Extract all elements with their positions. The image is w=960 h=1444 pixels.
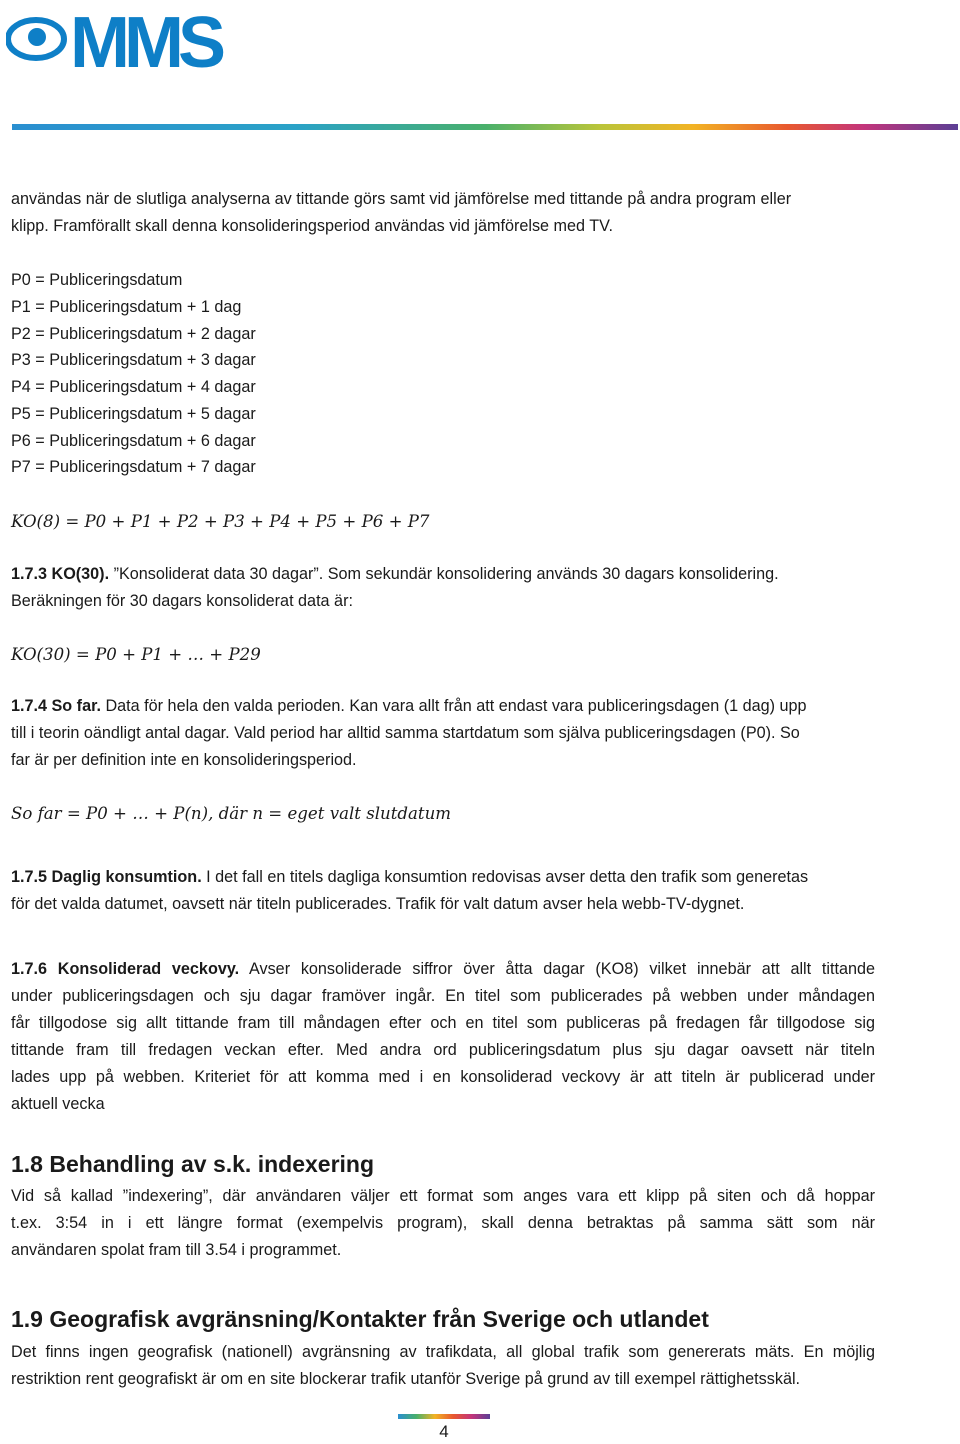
intro-line: användas när de slutliga analyserna av tittande görs samt vid jämförelse med tittande på andra program eller [11, 190, 792, 208]
section-176-paragraph [11, 956, 875, 1118]
formula-ko30: KO(30) = P0 + P1 + … + P29 [11, 645, 261, 664]
definition-p3: P3 = Publiceringsdatum + 3 dagar [11, 351, 256, 369]
definition-p7: P7 = Publiceringsdatum + 7 dagar [11, 458, 256, 476]
section-174-heading: 1.7.4 So far. [11, 697, 101, 715]
section-18-paragraph [11, 1183, 875, 1264]
section-176-text: Avser konsoliderade siffror över åtta dagar (KO8) vilket innebär att allt tittande [239, 960, 875, 978]
section-174-line: till i teorin oändligt antal dagar. Vald period har alltid samma startdatum som själva publiceringsdagen (P0). So [11, 724, 800, 742]
section-176-line: under publiceringsdagen och sju dagar framöver ingår. En titel som publicerades på webben under måndagen [11, 987, 875, 1005]
section-174-line: far är per definition inte en konsolideringsperiod. [11, 751, 357, 769]
page-number: 4 [439, 1422, 449, 1441]
section-173-line: Beräkningen för 30 dagars konsoliderat data är: [11, 592, 353, 610]
definition-p1: P1 = Publiceringsdatum + 1 dag [11, 298, 242, 316]
section-173-line [11, 561, 779, 588]
section-175-heading: 1.7.5 Daglig konsumtion. [11, 868, 202, 886]
mms-logo [6, 8, 264, 70]
intro-line: klipp. Framförallt skall denna konsolideringsperiod användas vid jämförelse med TV. [11, 217, 613, 235]
section-18-heading: 1.8 Behandling av s.k. indexering [11, 1151, 375, 1177]
formula-ko8: KO(8) = P0 + P1 + P2 + P3 + P4 + P5 + P6 + P7 [11, 512, 430, 531]
section-176-line: får tillgodose sig allt tittande fram till måndagen efter och en titel som publiceras på fredagen får tillgodose sig [11, 1014, 875, 1032]
section-175-line: för det valda datumet, oavsett när titeln publicerades. Trafik för valt datum avser hela webb-TV-dygnet. [11, 895, 745, 913]
section-18-line: t.ex. 3:54 in i ett längre format (exempelvis program), skall denna betraktas på samma sätt som när [11, 1214, 875, 1232]
logo-text: MMS [70, 8, 220, 70]
section-173-heading: 1.7.3 KO(30). [11, 565, 110, 583]
header-color-bar [12, 124, 958, 130]
section-176-heading: 1.7.6 Konsoliderad veckovy. [11, 960, 240, 978]
definition-p5: P5 = Publiceringsdatum + 5 dagar [11, 405, 256, 423]
section-176-line [11, 956, 875, 983]
section-19-paragraph [11, 1339, 875, 1393]
section-176-line: tittande fram till fredagen veckan efter. Med andra ord publiceringsdatum plus sju dagar oavsett när titeln [11, 1041, 875, 1059]
definition-p4: P4 = Publiceringsdatum + 4 dagar [11, 378, 256, 396]
section-18-line: användaren spolat fram till 3.54 i programmet. [11, 1241, 342, 1259]
definition-p2: P2 = Publiceringsdatum + 2 dagar [11, 325, 256, 343]
section-18-line: Vid så kallad ”indexering”, där användaren väljer ett format som anges vara ett klipp på siten och då hoppar [11, 1187, 875, 1205]
section-175-text: I det fall en titels dagliga konsumtion redovisas avser detta den trafik som generetas [201, 868, 809, 886]
section-173-text: ”Konsoliderat data 30 dagar”. Som sekundär konsolidering används 30 dagars konsolidering. [109, 565, 779, 583]
section-176-line: aktuell vecka [11, 1095, 105, 1113]
section-19-line: Det finns ingen geografisk (nationell) avgränsning av trafikdata, all global trafik som genererats mäts. En möjlig [11, 1343, 875, 1361]
formula-sofar: So far = P0 + … + P(n), där n = eget valt slutdatum [11, 804, 451, 823]
definition-p6: P6 = Publiceringsdatum + 6 dagar [11, 432, 256, 450]
footer-color-bar [398, 1414, 490, 1419]
section-174-text: Data för hela den valda perioden. Kan vara allt från att endast vara publiceringsdagen (1 dag) upp [100, 697, 807, 715]
section-176-line: lades upp på webben. Kriteriet för att komma med i en konsoliderad veckovy är att titeln är publicerad under [11, 1068, 875, 1086]
definition-p0: P0 = Publiceringsdatum [11, 271, 183, 289]
section-19-heading: 1.9 Geografisk avgränsning/Kontakter från Sverige och utlandet [11, 1306, 709, 1332]
section-174-line [11, 693, 807, 720]
section-19-line: restriktion rent geografiskt är om en site blockerar trafik utanför Sverige på grund av till exempel rättighetsskäl. [11, 1370, 801, 1388]
section-175-line [11, 864, 808, 891]
